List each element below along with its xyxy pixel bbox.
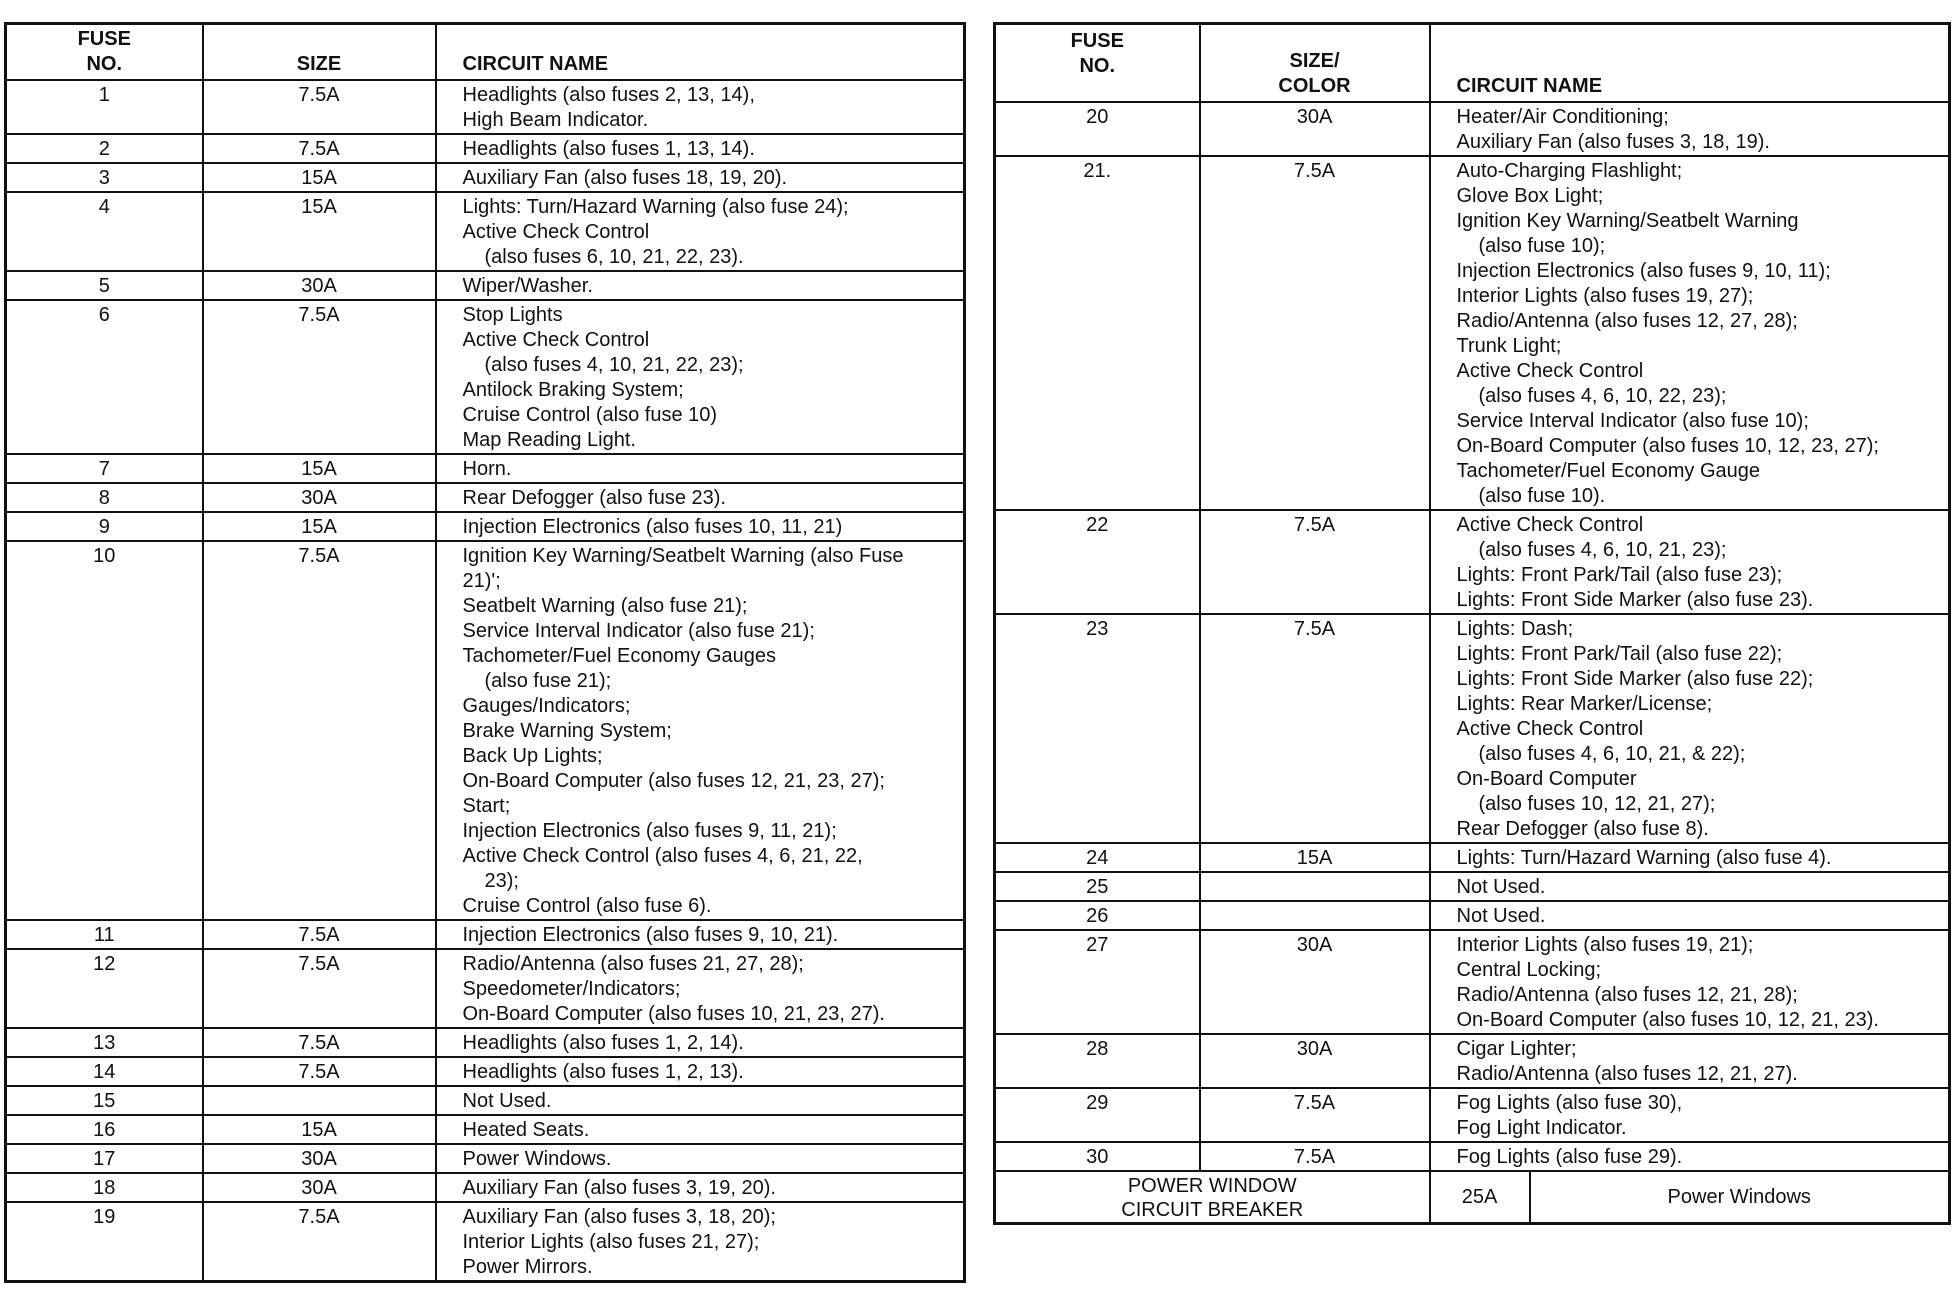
fuse-no-cell: 17 (6, 1144, 203, 1173)
circuit-line: 23); (484, 870, 519, 892)
fuse-row (6, 134, 965, 163)
fuse-size-cell: 15A (203, 454, 436, 483)
circuit-line: Ignition Key Warning/Seatbelt Warning (1456, 209, 1799, 232)
fuse-no-cell: 25 (995, 872, 1200, 901)
fuse-no-cell: 27 (995, 930, 1200, 1034)
header-fuse-no-line2: NO. (86, 53, 123, 75)
fuse-no-cell: 21. (995, 156, 1200, 510)
header-size-line1: SIZE/ (1289, 49, 1340, 72)
circuit-line: (also fuse 21); (484, 670, 612, 692)
circuit-line: Lights: Front Park/Tail (also fuse 22); (1456, 642, 1783, 665)
circuit-line: Lights: Front Park/Tail (also fuse 23); (1456, 563, 1783, 586)
breaker-circuit: Power Windows (1530, 1171, 1950, 1224)
fuse-no-cell: 30 (995, 1142, 1200, 1171)
circuit-line: Service Interval Indicator (also fuse 10); (1456, 409, 1809, 432)
circuit-line: (also fuses 10, 12, 21, 27); (1478, 792, 1716, 815)
circuit-name-cell (1430, 510, 1950, 614)
fuse-row (6, 1144, 965, 1173)
circuit-line: Not Used. (1456, 875, 1546, 898)
circuit-line: Lights: Turn/Hazard Warning (also fuse 4). (1456, 846, 1832, 869)
fuse-size-cell: 15A (203, 1115, 436, 1144)
circuit-line: Heated Seats. (462, 1119, 590, 1141)
circuit-line: Ignition Key Warning/Seatbelt Warning (also Fuse (462, 545, 904, 567)
circuit-line: Radio/Antenna (also fuses 21, 27, 28); (462, 953, 804, 975)
circuit-line: On-Board Computer (also fuses 12, 21, 23, 27); (462, 770, 885, 792)
fuse-row (6, 271, 965, 300)
circuit-line: Not Used. (462, 1090, 552, 1112)
fuse-row (6, 1086, 965, 1115)
breaker-section (995, 1171, 1950, 1224)
fuse-row (995, 156, 1950, 510)
circuit-name-cell (1430, 156, 1950, 510)
circuit-line: Injection Electronics (also fuses 10, 11, 21) (462, 516, 843, 538)
fuse-row (995, 1034, 1950, 1088)
circuit-line: Active Check Control (1456, 513, 1644, 536)
circuit-line: 21)'; (462, 570, 501, 592)
fuse-no-cell: 1 (6, 80, 203, 134)
fuse-no-cell: 9 (6, 512, 203, 541)
circuit-line: Speedometer/Indicators; (462, 978, 681, 1000)
circuit-line: Fog Lights (also fuse 30), (1456, 1091, 1683, 1114)
fuse-size-cell: 7.5A (203, 1057, 436, 1086)
circuit-line: Central Locking; (1456, 958, 1602, 981)
circuit-line: On-Board Computer (1456, 767, 1637, 790)
circuit-name-cell (1430, 102, 1950, 156)
fuse-size-cell: 30A (203, 1144, 436, 1173)
circuit-line: Not Used. (1456, 904, 1546, 927)
fuse-no-cell: 29 (995, 1088, 1200, 1142)
fuse-size-cell: 15A (203, 512, 436, 541)
circuit-name-cell (436, 949, 965, 1028)
fuse-size-cell: 15A (203, 163, 436, 192)
header-fuse-no (995, 24, 1200, 102)
circuit-name-cell (436, 1028, 965, 1057)
circuit-line: Lights: Rear Marker/License; (1456, 692, 1713, 715)
circuit-line: Lights: Front Side Marker (also fuse 23). (1456, 588, 1814, 611)
fuse-size-cell: 7.5A (1200, 1142, 1430, 1171)
fuse-size-cell (1200, 901, 1430, 930)
circuit-line: Power Mirrors. (462, 1256, 593, 1278)
header-row (995, 24, 1950, 102)
fuse-size-cell: 30A (1200, 930, 1430, 1034)
circuit-name-cell (1430, 1034, 1950, 1088)
circuit-name-cell (436, 483, 965, 512)
circuit-line: (also fuses 4, 6, 10, 21, & 22); (1478, 742, 1746, 765)
fuse-row (6, 454, 965, 483)
fuse-no-cell: 13 (6, 1028, 203, 1057)
circuit-line: Horn. (462, 458, 512, 480)
fuse-row (6, 300, 965, 454)
circuit-line: Injection Electronics (also fuses 9, 11, 21); (462, 820, 837, 842)
circuit-line: Start; (462, 795, 511, 817)
circuit-line: Rear Defogger (also fuse 23). (462, 487, 726, 509)
fuse-no-cell: 18 (6, 1173, 203, 1202)
circuit-line: Auto-Charging Flashlight; (1456, 159, 1683, 182)
circuit-line: Antilock Braking System; (462, 379, 684, 401)
circuit-line: Active Check Control (also fuses 4, 6, 21, 22, (462, 845, 863, 867)
fuse-no-cell: 23 (995, 614, 1200, 843)
circuit-name-cell (436, 512, 965, 541)
circuit-line: Injection Electronics (also fuses 9, 10, 21). (462, 924, 839, 946)
circuit-line: (also fuses 4, 6, 10, 22, 23); (1478, 384, 1727, 407)
fuse-no-cell: 28 (995, 1034, 1200, 1088)
header-circuit-name: CIRCUIT NAME (1430, 24, 1950, 102)
fuse-row (6, 1202, 965, 1282)
circuit-line: Wiper/Washer. (462, 275, 593, 297)
circuit-line: High Beam Indicator. (462, 109, 649, 131)
circuit-name-cell (1430, 614, 1950, 843)
fuse-size-cell (203, 1086, 436, 1115)
circuit-line: Auxiliary Fan (also fuses 3, 18, 19). (1456, 130, 1770, 153)
circuit-name-cell (1430, 901, 1950, 930)
circuit-line: Lights: Dash; (1456, 617, 1574, 640)
fuse-row (995, 510, 1950, 614)
fuse-row (995, 930, 1950, 1034)
fuse-size-cell: 15A (1200, 843, 1430, 872)
fuse-size-cell: 15A (203, 192, 436, 271)
circuit-line: Headlights (also fuses 1, 13, 14). (462, 138, 755, 160)
left-table-body (6, 80, 965, 1282)
circuit-line: Radio/Antenna (also fuses 12, 21, 27). (1456, 1062, 1798, 1085)
breaker-row (995, 1171, 1950, 1224)
fuse-row (6, 512, 965, 541)
fuse-no-cell: 7 (6, 454, 203, 483)
fuse-no-cell: 2 (6, 134, 203, 163)
fuse-table-right (993, 22, 1951, 1225)
fuse-row (995, 1142, 1950, 1171)
circuit-line: On-Board Computer (also fuses 10, 12, 23, 27); (1456, 434, 1879, 457)
circuit-line: Stop Lights (462, 304, 563, 326)
circuit-line: Active Check Control (1456, 359, 1644, 382)
fuse-size-cell: 7.5A (1200, 614, 1430, 843)
header-size-color (1200, 24, 1430, 102)
circuit-line: Fog Lights (also fuse 29). (1456, 1145, 1683, 1168)
circuit-line: Tachometer/Fuel Economy Gauges (462, 645, 776, 667)
fuse-size-cell: 7.5A (203, 920, 436, 949)
circuit-name-cell (436, 1115, 965, 1144)
fuse-no-cell: 11 (6, 920, 203, 949)
header-circuit-name: CIRCUIT NAME (436, 24, 965, 81)
circuit-line: Radio/Antenna (also fuses 12, 27, 28); (1456, 309, 1798, 332)
fuse-size-cell: 7.5A (203, 1028, 436, 1057)
fuse-size-cell: 30A (203, 1173, 436, 1202)
circuit-line: (also fuses 6, 10, 21, 22, 23). (484, 246, 744, 268)
circuit-line: (also fuse 10). (1478, 484, 1606, 507)
fuse-no-cell: 16 (6, 1115, 203, 1144)
header-size: SIZE (203, 24, 436, 81)
fuse-row (6, 163, 965, 192)
fuse-size-cell: 7.5A (1200, 1088, 1430, 1142)
circuit-name-cell (436, 300, 965, 454)
circuit-line: Cruise Control (also fuse 6). (462, 895, 712, 917)
fuse-size-cell: 7.5A (203, 134, 436, 163)
circuit-line: Power Windows. (462, 1148, 612, 1170)
circuit-name-cell (436, 134, 965, 163)
fuse-row (6, 949, 965, 1028)
circuit-name-cell (436, 1202, 965, 1282)
header-fuse-no-line1: FUSE (77, 28, 131, 50)
circuit-line: Lights: Front Side Marker (also fuse 22); (1456, 667, 1814, 690)
fuse-no-cell: 5 (6, 271, 203, 300)
fuse-no-cell: 20 (995, 102, 1200, 156)
header-fuse-no-line2: NO. (1079, 55, 1116, 77)
circuit-line: Auxiliary Fan (also fuses 3, 19, 20). (462, 1177, 776, 1199)
breaker-label-line2: CIRCUIT BREAKER (1121, 1198, 1304, 1221)
circuit-line: Brake Warning System; (462, 720, 672, 742)
fuse-no-cell: 10 (6, 541, 203, 920)
circuit-name-cell (436, 541, 965, 920)
circuit-line: (also fuses 4, 10, 21, 22, 23); (484, 354, 744, 376)
circuit-line: Cigar Lighter; (1456, 1037, 1577, 1060)
circuit-line: Active Check Control (462, 221, 650, 243)
fuse-size-cell: 30A (203, 271, 436, 300)
circuit-line: On-Board Computer (also fuses 10, 12, 21, 23). (1456, 1008, 1879, 1031)
fuse-size-cell: 7.5A (203, 300, 436, 454)
circuit-name-cell (436, 1144, 965, 1173)
circuit-name-cell (436, 80, 965, 134)
circuit-line: Headlights (also fuses 1, 2, 13). (462, 1061, 744, 1083)
fuse-row (995, 102, 1950, 156)
circuit-line: Auxiliary Fan (also fuses 3, 18, 20); (462, 1206, 776, 1228)
fuse-size-cell: 7.5A (203, 541, 436, 920)
fuse-size-cell: 7.5A (1200, 156, 1430, 510)
circuit-line: Active Check Control (1456, 717, 1644, 740)
fuse-row (6, 1173, 965, 1202)
circuit-name-cell (436, 1173, 965, 1202)
circuit-line: Radio/Antenna (also fuses 12, 21, 28); (1456, 983, 1798, 1006)
fuse-no-cell: 12 (6, 949, 203, 1028)
circuit-line: Headlights (also fuses 2, 13, 14), (462, 84, 755, 106)
fuse-no-cell: 24 (995, 843, 1200, 872)
fuse-size-cell: 7.5A (203, 949, 436, 1028)
header-fuse-no-line1: FUSE (1070, 30, 1124, 52)
circuit-name-cell (1430, 1088, 1950, 1142)
breaker-label-line1: POWER WINDOW (1127, 1174, 1297, 1197)
circuit-name-cell (436, 163, 965, 192)
fuse-size-cell: 7.5A (203, 1202, 436, 1282)
circuit-line: Heater/Air Conditioning; (1456, 105, 1669, 128)
circuit-name-cell (1430, 843, 1950, 872)
circuit-line: Auxiliary Fan (also fuses 18, 19, 20). (462, 167, 788, 189)
fuse-table-left (4, 22, 966, 1283)
circuit-line: Active Check Control (462, 329, 650, 351)
breaker-size: 25A (1430, 1171, 1530, 1224)
fuse-size-cell: 7.5A (203, 80, 436, 134)
circuit-line: Cruise Control (also fuse 10) (462, 404, 718, 426)
circuit-name-cell (1430, 1142, 1950, 1171)
circuit-line: Trunk Light; (1456, 334, 1562, 357)
circuit-line: Headlights (also fuses 1, 2, 14). (462, 1032, 744, 1054)
circuit-name-cell (436, 920, 965, 949)
fuse-size-cell: 30A (1200, 1034, 1430, 1088)
circuit-name-cell (1430, 872, 1950, 901)
fuse-row (6, 541, 965, 920)
circuit-line: Lights: Turn/Hazard Warning (also fuse 24); (462, 196, 849, 218)
fuse-row (6, 483, 965, 512)
header-size-line2: COLOR (1278, 74, 1351, 97)
header-row (6, 24, 965, 81)
header-fuse-no (6, 24, 203, 81)
breaker-label (995, 1171, 1430, 1224)
fuse-row (6, 1115, 965, 1144)
circuit-name-cell (1430, 930, 1950, 1034)
circuit-name-cell (436, 1057, 965, 1086)
circuit-line: On-Board Computer (also fuses 10, 21, 23, 27). (462, 1003, 885, 1025)
circuit-line: Fog Light Indicator. (1456, 1116, 1627, 1139)
circuit-line: Seatbelt Warning (also fuse 21); (462, 595, 748, 617)
fuse-no-cell: 6 (6, 300, 203, 454)
circuit-line: Glove Box Light; (1456, 184, 1604, 207)
circuit-name-cell (436, 454, 965, 483)
circuit-name-cell (436, 1086, 965, 1115)
circuit-line: Back Up Lights; (462, 745, 603, 767)
right-table-body (995, 102, 1950, 1171)
circuit-line: Interior Lights (also fuses 19, 21); (1456, 933, 1754, 956)
fuse-row (995, 901, 1950, 930)
circuit-line: (also fuses 4, 6, 10, 21, 23); (1478, 538, 1727, 561)
circuit-line: Rear Defogger (also fuse 8). (1456, 817, 1709, 840)
fuse-row (6, 1028, 965, 1057)
circuit-line: Injection Electronics (also fuses 9, 10, 11); (1456, 259, 1831, 282)
fuse-no-cell: 8 (6, 483, 203, 512)
circuit-name-cell (436, 271, 965, 300)
fuse-row (995, 843, 1950, 872)
circuit-name-cell (436, 192, 965, 271)
fuse-no-cell: 26 (995, 901, 1200, 930)
fuse-size-cell: 7.5A (1200, 510, 1430, 614)
circuit-line: (also fuse 10); (1478, 234, 1606, 257)
fuse-row (6, 920, 965, 949)
fuse-no-cell: 3 (6, 163, 203, 192)
fuse-row (6, 80, 965, 134)
fuse-size-cell: 30A (203, 483, 436, 512)
fuse-size-cell (1200, 872, 1430, 901)
fuse-row (995, 614, 1950, 843)
circuit-line: Interior Lights (also fuses 19, 27); (1456, 284, 1754, 307)
fuse-no-cell: 19 (6, 1202, 203, 1282)
fuse-no-cell: 4 (6, 192, 203, 271)
fuse-row (6, 192, 965, 271)
fuse-no-cell: 15 (6, 1086, 203, 1115)
circuit-line: Map Reading Light. (462, 429, 636, 451)
fuse-no-cell: 14 (6, 1057, 203, 1086)
fuse-row (995, 1088, 1950, 1142)
fuse-row (6, 1057, 965, 1086)
fuse-no-cell: 22 (995, 510, 1200, 614)
circuit-line: Tachometer/Fuel Economy Gauge (1456, 459, 1760, 482)
circuit-line: Gauges/Indicators; (462, 695, 631, 717)
circuit-line: Interior Lights (also fuses 21, 27); (462, 1231, 760, 1253)
fuse-row (995, 872, 1950, 901)
circuit-line: Service Interval Indicator (also fuse 21); (462, 620, 815, 642)
fuse-size-cell: 30A (1200, 102, 1430, 156)
